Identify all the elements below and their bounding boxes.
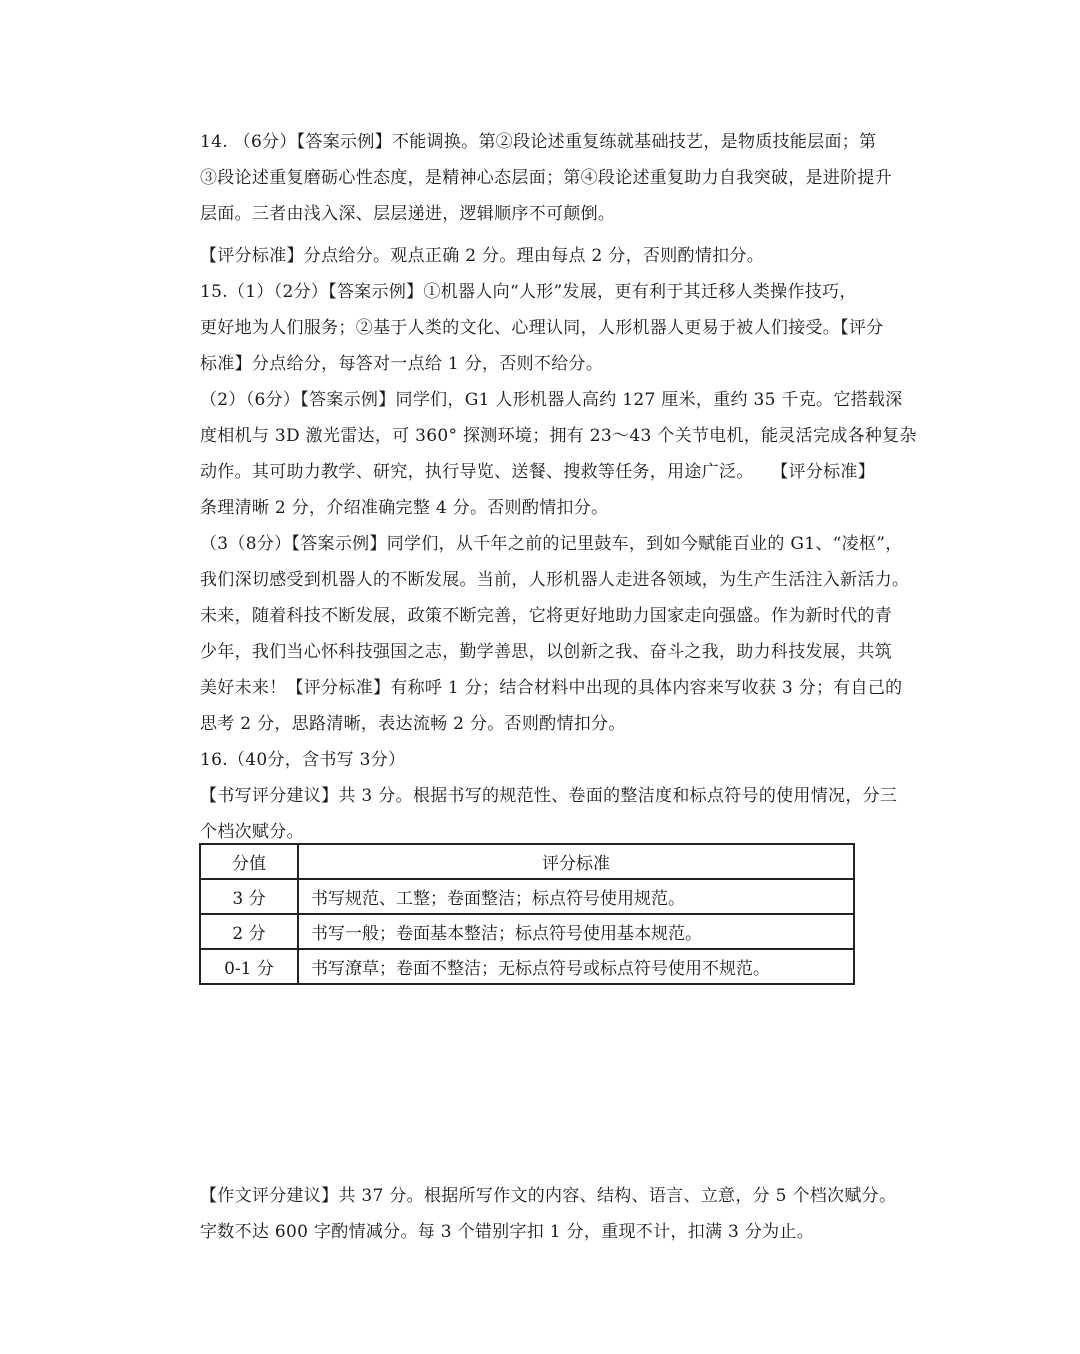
- writing-score-table: [199, 843, 855, 985]
- table-cell-criteria: 书写潦草；卷面不整洁；无标点符号或标点符号使用不规范。: [298, 949, 854, 984]
- q15-3-scoring-line-2: 思考 2 分，思路清晰，表达流畅 2 分。否则酌情扣分。: [200, 714, 626, 734]
- q15-3-answer-line-3: 未来，随着科技不断发展，政策不断完善，它将更好地助力国家走向强盛。作为新时代的青: [200, 606, 892, 626]
- essay-scoring-line-1: 【作文评分建议】共 37 分。根据所写作文的内容、结构、语言、立意，分 5 个档次赋分。: [200, 1186, 897, 1206]
- q15-1-answer-line-2: 更好地为人们服务；②基于人类的文化、心理认同，人形机器人更易于被人们接受。【评分: [200, 318, 884, 338]
- q14-answer-line-1: 14. （6分）【答案示例】不能调换。第②段论述重复练就基础技艺，是物质技能层面；第: [200, 132, 877, 152]
- writing-scoring-line-1: 【书写评分建议】共 3 分。根据书写的规范性、卷面的整洁度和标点符号的使用情况，分三: [200, 786, 898, 806]
- essay-scoring-line-2: 字数不达 600 字酌情减分。每 3 个错别字扣 1 分，重现不计，扣满 3 分为止。: [200, 1222, 815, 1242]
- q14-answer-line-2: ③段论述重复磨砺心性态度，是精神心态层面；第④段论述重复助力自我突破，是进阶提升: [200, 168, 892, 188]
- q15-1-scoring-line: 标准】分点给分，每答对一点给 1 分，否则不给分。: [200, 354, 604, 374]
- table-row: [200, 949, 854, 984]
- q14-answer-line-3: 层面。三者由浅入深、层层递进，逻辑顺序不可颠倒。: [200, 204, 616, 224]
- table-cell-score: 3 分: [200, 879, 298, 914]
- q15-2-scoring-line: 条理清晰 2 分，介绍准确完整 4 分。否则酌情扣分。: [200, 498, 609, 518]
- q15-2-answer-line-1: （2）（6分）【答案示例】同学们，G1 人形机器人高约 127 厘米，重约 35 千克。它搭载深: [200, 390, 903, 410]
- table-cell-criteria: 书写规范、工整；卷面整洁；标点符号使用规范。: [298, 879, 854, 914]
- q15-1-answer-line-1: 15.（1）（2分）【答案示例】①机器人向“人形”发展，更有利于其迁移人类操作技巧，: [200, 282, 857, 302]
- table-row: [200, 914, 854, 949]
- table-cell-score: 2 分: [200, 914, 298, 949]
- q15-3-answer-line-1: （3（8分）【答案示例】同学们，从千年之前的记里鼓车，到如今赋能百业的 G1、“凌枢”，: [200, 534, 903, 554]
- q14-scoring-line: 【评分标准】分点给分。观点正确 2 分。理由每点 2 分，否则酌情扣分。: [200, 246, 765, 266]
- table-header-score: 分值: [200, 844, 298, 879]
- table-header-criteria: 评分标准: [298, 844, 854, 879]
- q16-heading: 16.（40分，含书写 3分）: [200, 750, 406, 770]
- q15-2-answer-line-2: 度相机与 3D 激光雷达，可 360° 探测环境；拥有 23～43 个关节电机，能灵活完成各种复杂: [200, 426, 917, 446]
- table-row: [200, 879, 854, 914]
- table-cell-criteria: 书写一般；卷面基本整洁；标点符号使用基本规范。: [298, 914, 854, 949]
- q15-3-answer-line-4: 少年，我们当心怀科技强国之志，勤学善思，以创新之我、奋斗之我，助力科技发展，共筑: [200, 642, 892, 662]
- writing-scoring-line-2: 个档次赋分。: [200, 822, 304, 842]
- table-header-row: [200, 844, 854, 879]
- q15-3-answer-line-2: 我们深切感受到机器人的不断发展。当前，人形机器人走进各领域，为生产生活注入新活力。: [200, 570, 910, 590]
- q15-3-scoring-line-1: 美好未来！【评分标准】有称呼 1 分；结合材料中出现的具体内容来写收获 3 分；有自己的: [200, 678, 903, 698]
- table-cell-score: 0-1 分: [200, 949, 298, 984]
- q15-2-answer-line-3: 动作。其可助力教学、研究，执行导览、送餐、搜救等任务，用途广泛。 【评分标准】: [200, 462, 875, 482]
